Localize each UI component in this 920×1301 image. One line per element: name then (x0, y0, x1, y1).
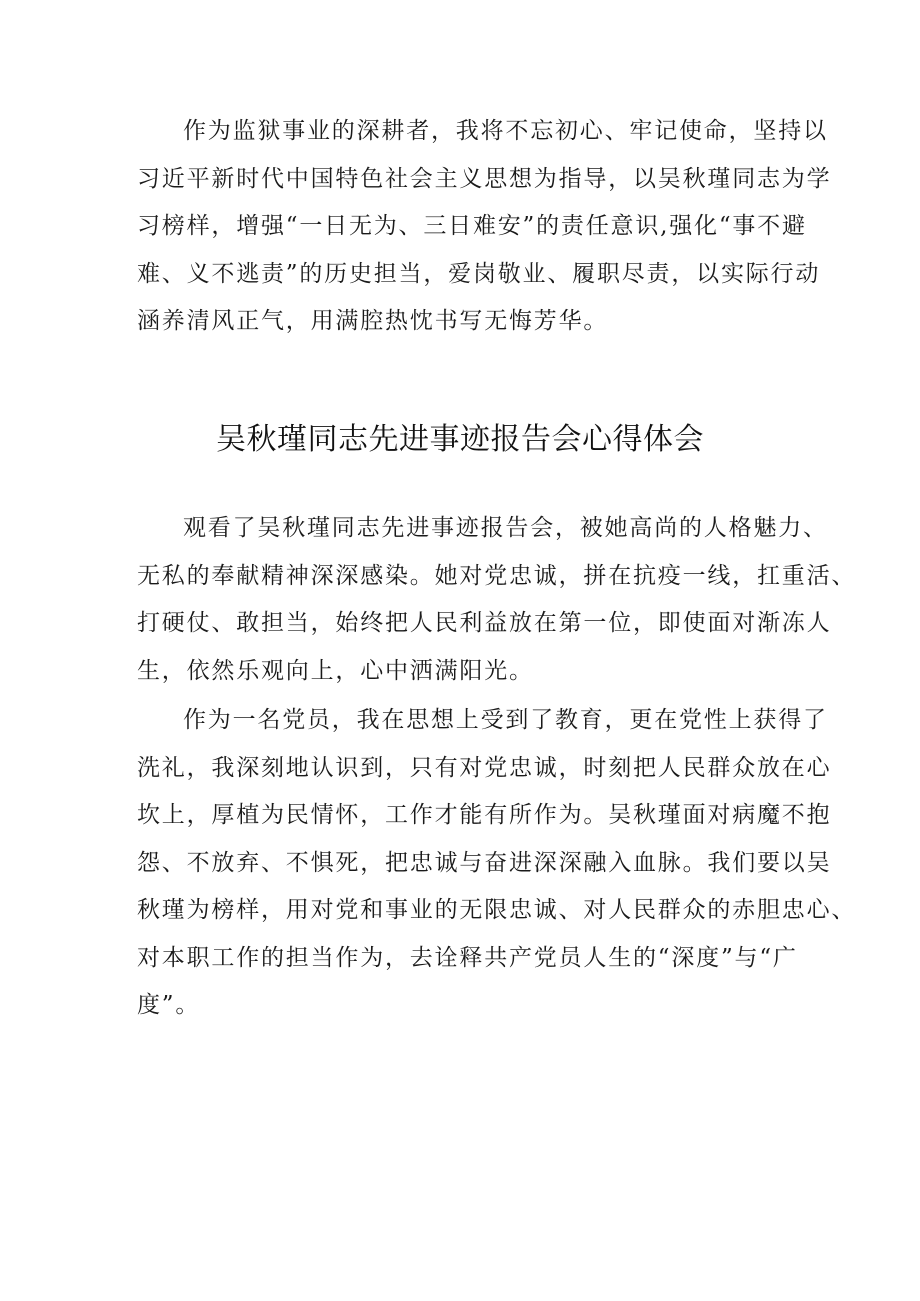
paragraph-line: 洗礼，我深刻地认识到，只有对党忠诚，时刻把人民群众放在心 (137, 754, 832, 781)
paragraph-line: 习榜样，增强“一日无为、三日难安”的责任意识,强化“事不避 (137, 213, 807, 239)
article-paragraph-1 (137, 505, 857, 695)
intro-paragraph (137, 108, 832, 346)
paragraph-line: 坎上，厚植为民情怀，工作才能有所作为。吴秋瑾面对病魔不抱 (137, 802, 832, 828)
paragraph-line: 涵养清风正气，用满腔热忱书写无悔芳华。 (137, 308, 609, 334)
paragraph-line: 作为监狱事业的深耕者，我将不忘初心、牢记使命，坚持以 (183, 118, 828, 144)
paragraph-line: 生，依然乐观向上，心中洒满阳光。 (137, 657, 534, 684)
paragraph-line: 度”。 (137, 992, 201, 1018)
paragraph-line: 对本职工作的担当作为，去诠释共产党员人生的“深度”与“广 (137, 944, 798, 971)
paragraph-line: 习近平新时代中国特色社会主义思想为指导，以吴秋瑾同志为学 (137, 165, 832, 192)
paragraph-line: 作为一名党员，我在思想上受到了教育，更在党性上获得了 (183, 707, 828, 733)
paragraph-line: 怨、不放弃、不惧死，把忠诚与奋进深深融入血脉。我们要以吴 (137, 849, 832, 876)
paragraph-line: 打硬仗、敢担当，始终把人民利益放在第一位，即使面对渐冻人 (137, 610, 832, 636)
article-title: 吴秋瑾同志先进事迹报告会心得体会 (216, 422, 704, 457)
paragraph-line: 无私的奉献精神深深感染。她对党忠诚，拼在抗疫一线，扛重活、 (137, 562, 857, 589)
paragraph-line: 难、义不逃责”的历史担当，爱岗敬业、履职尽责，以实际行动 (137, 260, 821, 287)
paragraph-line: 秋瑾为榜样，用对党和事业的无限忠诚、对人民群众的赤胆忠心、 (137, 897, 857, 923)
article-paragraph-2 (137, 697, 857, 1030)
paragraph-line: 观看了吴秋瑾同志先进事迹报告会，被她高尚的人格魅力、 (183, 515, 828, 541)
